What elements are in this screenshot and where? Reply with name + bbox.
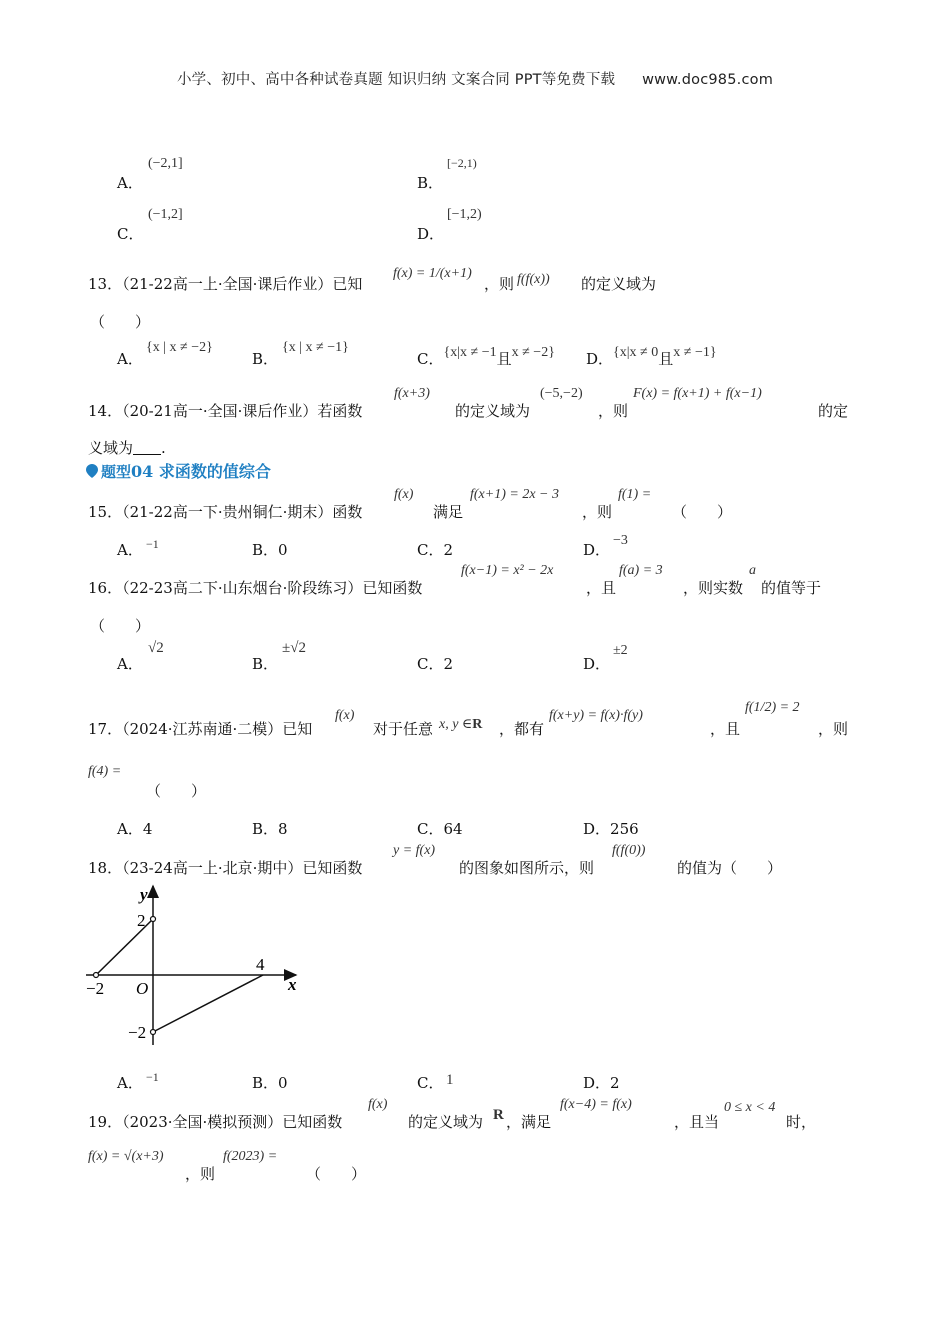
- q16-stem: 16．（22-23高二下·山东烟台·阶段练习）已知函数: [88, 579, 423, 597]
- q18-function-graph: [82, 880, 312, 1050]
- q15-option-d-val: −3: [613, 533, 628, 548]
- x-tick-right: 4: [256, 955, 265, 974]
- q12-option-d[interactable]: D．: [417, 225, 445, 243]
- q16-option-d-val: ±2: [613, 643, 628, 658]
- point-open-left: [94, 973, 99, 978]
- q19-domain: 的定义域为: [408, 1113, 484, 1131]
- q18-option-a-val: −1: [146, 1070, 159, 1084]
- q17-equation: f(x+y) = f(x)·f(y): [549, 708, 643, 723]
- q15-option-a[interactable]: A．: [117, 541, 143, 559]
- q19-f2023: f(2023) =: [223, 1149, 278, 1164]
- q13-tail: 的定义域为: [581, 275, 657, 293]
- q19-definition: f(x) = √(x+3): [88, 1149, 164, 1164]
- q19-range: 0 ≤ x < 4: [724, 1100, 776, 1115]
- q13-then: ，则: [484, 275, 515, 293]
- q17-option-b[interactable]: B．8: [252, 820, 288, 838]
- q12-option-b[interactable]: B．: [417, 174, 444, 192]
- q19-shi: 时，: [786, 1113, 817, 1131]
- q15-f1: f(1) =: [618, 487, 652, 502]
- q14-mid: 的定义域为: [455, 402, 531, 420]
- q17-xy: x, y ∈R: [439, 717, 483, 732]
- q16-option-a-val: √2: [148, 640, 164, 656]
- q16-option-a[interactable]: A．: [117, 655, 143, 673]
- q16-option-c[interactable]: C．2: [417, 655, 454, 673]
- y-tick-top: 2: [137, 911, 146, 930]
- q17-f4: f(4) =: [88, 764, 122, 779]
- q16-var-a: a: [749, 563, 756, 578]
- q13-fx-definition: f(x) = 1/(x+1): [393, 266, 472, 281]
- q13-option-a[interactable]: A．: [117, 350, 143, 368]
- header-url[interactable]: www.doc985.com: [642, 72, 774, 88]
- point-open-top: [151, 917, 156, 922]
- q17-and: ，且: [710, 720, 741, 738]
- q13-option-b[interactable]: B．: [252, 350, 279, 368]
- q19-then: ，则: [185, 1165, 216, 1183]
- q15-equation: f(x+1) = 2x − 3: [470, 487, 559, 502]
- q13-option-d[interactable]: D．{x|x ≠ 0且x ≠ −1}: [586, 345, 717, 368]
- q17-stem: 17．（2024·江苏南通·二模）已知: [88, 720, 313, 738]
- q17-f-half: f(1/2) = 2: [745, 700, 800, 715]
- location-pin-icon: [86, 464, 98, 478]
- topic-heading: 题型04 求函数的值综合: [86, 459, 271, 482]
- q12-option-c-math: (−1,2]: [148, 207, 183, 222]
- q17-option-c[interactable]: C．64: [417, 820, 463, 838]
- point-closed-bottom: [151, 1030, 156, 1035]
- q14-interval: (−5,−2): [540, 386, 583, 401]
- q15-stem: 15．（21-22高一下·贵州铜仁·期末）函数: [88, 503, 363, 521]
- q16-option-b[interactable]: B．: [252, 655, 279, 673]
- q15-answer-paren: （ ）: [672, 503, 733, 521]
- q13-option-b-math: {x | x ≠ −1}: [282, 340, 349, 355]
- q15-then: ，则: [582, 503, 613, 521]
- q19-fx: f(x): [368, 1097, 388, 1112]
- q18-yfx: y = f(x): [393, 843, 436, 858]
- q14-tail-1: 的定: [818, 402, 849, 420]
- q19-R: R: [493, 1107, 504, 1123]
- q14-F-expr: F(x) = f(x+1) + f(x−1): [633, 386, 762, 401]
- origin-label: O: [136, 979, 149, 998]
- y-tick-bottom: −2: [128, 1023, 147, 1042]
- x-tick-left: −2: [86, 979, 105, 998]
- q17-all: ，都有: [499, 720, 545, 738]
- q12-option-a-math: (−2,1]: [148, 156, 183, 171]
- q14-blank[interactable]: [133, 440, 161, 455]
- q14-tail-2: 义域为 .: [88, 439, 166, 457]
- q16-tail-2: 的值等于: [761, 579, 822, 597]
- q18-tail: 的值为（ ）: [677, 859, 783, 877]
- x-axis-label: x: [288, 975, 297, 994]
- header-text: 小学、初中、高中各种试卷真题 知识归纳 文案合同 PPT等免费下载: [176, 72, 616, 88]
- q16-and: ，且: [586, 579, 617, 597]
- q14-f-expr: f(x+3): [394, 386, 430, 401]
- q18-option-a[interactable]: A．: [117, 1074, 143, 1092]
- q16-equation: f(x−1) = x² − 2x: [461, 563, 554, 578]
- q15-option-d[interactable]: D．: [583, 541, 611, 559]
- q19-satisfy: ，满足: [506, 1113, 552, 1131]
- q13-ffx: f(f(x)): [517, 272, 550, 287]
- q15-option-c[interactable]: C．2: [417, 541, 454, 559]
- q17-then: ，则: [818, 720, 849, 738]
- q19-when: ，且当: [674, 1113, 720, 1131]
- q14-then: ，则: [598, 402, 629, 420]
- q18-ff0: f(f(0)): [612, 843, 646, 858]
- q19-answer-paren: （ ）: [306, 1165, 367, 1183]
- q17-option-a[interactable]: A．4: [117, 820, 153, 838]
- q18-mid: 的图象如图所示，则: [459, 859, 595, 877]
- q13-stem: 13．（21-22高一上·全国·课后作业）已知: [88, 275, 363, 293]
- q18-stem: 18．（23-24高一上·北京·期中）已知函数: [88, 859, 363, 877]
- q18-option-c[interactable]: C．: [417, 1074, 444, 1092]
- q16-tail-1: ，则实数: [683, 579, 744, 597]
- q16-option-d[interactable]: D．: [583, 655, 611, 673]
- q15-option-b[interactable]: B．0: [252, 541, 288, 559]
- q18-option-b[interactable]: B．0: [252, 1074, 288, 1092]
- q19-equation: f(x−4) = f(x): [560, 1097, 632, 1112]
- y-axis-label: y: [140, 885, 148, 904]
- q15-satisfy: 满足: [433, 503, 464, 521]
- q13-answer-paren: （ ）: [90, 313, 151, 331]
- q18-option-c-val: 1: [446, 1072, 454, 1088]
- q14-stem: 14．（20-21高一·全国·课后作业）若函数: [88, 402, 363, 420]
- q13-option-c[interactable]: C．{x|x ≠ −1且x ≠ −2}: [417, 345, 555, 368]
- q16-option-b-val: ±√2: [282, 640, 306, 656]
- q15-fx: f(x): [394, 487, 414, 502]
- q17-answer-paren: （ ）: [146, 782, 207, 800]
- q17-option-d[interactable]: D．256: [583, 820, 639, 838]
- q12-option-a[interactable]: A．: [117, 174, 143, 192]
- q17-fx: f(x): [335, 708, 355, 723]
- page-header: [0, 68, 950, 89]
- q15-option-a-val: −1: [146, 537, 159, 551]
- q12-option-d-math: [−1,2): [447, 207, 482, 222]
- q18-option-d[interactable]: D．2: [583, 1074, 620, 1092]
- q17-for-any: 对于任意: [373, 720, 434, 738]
- q19-stem: 19．（2023·全国·模拟预测）已知函数: [88, 1113, 343, 1131]
- q16-answer-paren: （ ）: [90, 617, 151, 635]
- q12-option-b-math: [−2,1): [447, 156, 477, 170]
- q12-option-c[interactable]: C．: [117, 225, 144, 243]
- graph-segment-right: [153, 975, 263, 1032]
- q16-fa: f(a) = 3: [619, 563, 663, 578]
- q13-option-a-math: {x | x ≠ −2}: [146, 340, 213, 355]
